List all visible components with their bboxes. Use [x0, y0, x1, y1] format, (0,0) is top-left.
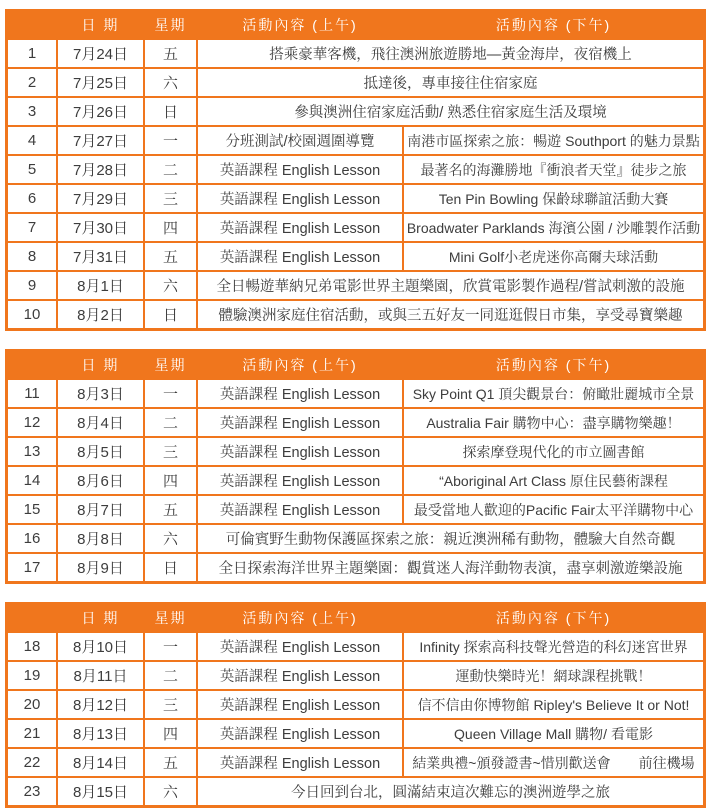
cell-pm: 探索摩登現代化的市立圖書館: [404, 438, 703, 465]
table-row: [8, 662, 703, 689]
table-row: [8, 127, 703, 154]
cell-date: 8月10日: [58, 633, 143, 660]
cell-pm: 最著名的海灘勝地『衝浪者天堂』徒步之旅: [404, 156, 703, 183]
cell-weekday: 三: [145, 185, 196, 212]
cell-am: 英語課程 English Lesson: [198, 438, 402, 465]
table-row: [8, 778, 703, 805]
header-num: [8, 352, 56, 378]
cell-num: 17: [8, 554, 56, 581]
cell-weekday: 六: [145, 778, 196, 805]
schedule-table-week2: [5, 349, 706, 584]
table-row: [8, 633, 703, 660]
table-row: [8, 40, 703, 67]
table-row: [8, 214, 703, 241]
cell-weekday: 三: [145, 438, 196, 465]
cell-pm: “Aboriginal Art Class 原住民藝術課程: [404, 467, 703, 494]
cell-full: 抵達後，專車接往住宿家庭: [198, 69, 703, 96]
cell-am: 英語課程 English Lesson: [198, 720, 402, 747]
cell-am: 英語課程 English Lesson: [198, 467, 402, 494]
cell-date: 7月29日: [58, 185, 143, 212]
cell-num: 4: [8, 127, 56, 154]
cell-date: 8月11日: [58, 662, 143, 689]
cell-pm: 信不信由你博物館 Ripley's Believe It or Not!: [404, 691, 703, 718]
cell-date: 8月9日: [58, 554, 143, 581]
cell-num: 12: [8, 409, 56, 436]
cell-weekday: 五: [145, 40, 196, 67]
header-activity-pm: 活動內容 (下午): [404, 605, 703, 631]
header-row: [8, 352, 703, 378]
cell-weekday: 一: [145, 633, 196, 660]
table-row: [8, 301, 703, 328]
table-row: [8, 156, 703, 183]
cell-weekday: 一: [145, 127, 196, 154]
cell-weekday: 二: [145, 409, 196, 436]
cell-num: 3: [8, 98, 56, 125]
cell-am: 英語課程 English Lesson: [198, 185, 402, 212]
cell-am: 英語課程 English Lesson: [198, 214, 402, 241]
cell-num: 23: [8, 778, 56, 805]
header-row: [8, 12, 703, 38]
table-row: [8, 98, 703, 125]
cell-date: 8月3日: [58, 380, 143, 407]
cell-am: 英語課程 English Lesson: [198, 156, 402, 183]
cell-weekday: 二: [145, 662, 196, 689]
cell-pm: 運動快樂時光！網球課程挑戰！: [404, 662, 703, 689]
schedule-table-week1: [5, 9, 706, 331]
cell-num: 7: [8, 214, 56, 241]
table-row: [8, 438, 703, 465]
cell-full: 今日回到台北，圓滿結束這次難忘的澳洲遊學之旅: [198, 778, 703, 805]
cell-num: 19: [8, 662, 56, 689]
cell-date: 7月31日: [58, 243, 143, 270]
cell-am: 英語課程 English Lesson: [198, 662, 402, 689]
cell-pm: 南港市區探索之旅：暢遊 Southport 的魅力景點: [404, 127, 703, 154]
cell-num: 22: [8, 749, 56, 776]
cell-pm: Ten Pin Bowling 保齡球聯誼活動大賽: [404, 185, 703, 212]
cell-am: 英語課程 English Lesson: [198, 380, 402, 407]
cell-date: 7月24日: [58, 40, 143, 67]
table-row: [8, 691, 703, 718]
cell-num: 10: [8, 301, 56, 328]
cell-pm: 結業典禮~頒發證書~惜別歡送會 前往機場: [404, 749, 703, 776]
cell-weekday: 五: [145, 749, 196, 776]
cell-am: 英語課程 English Lesson: [198, 749, 402, 776]
cell-weekday: 六: [145, 69, 196, 96]
header-weekday: 星期: [145, 12, 196, 38]
cell-num: 11: [8, 380, 56, 407]
cell-pm: Australia Fair 購物中心：盡享購物樂趣！: [404, 409, 703, 436]
cell-num: 6: [8, 185, 56, 212]
table-row: [8, 720, 703, 747]
header-date: 日 期: [58, 12, 143, 38]
table-header: [8, 352, 703, 378]
cell-date: 8月13日: [58, 720, 143, 747]
cell-num: 1: [8, 40, 56, 67]
cell-weekday: 四: [145, 467, 196, 494]
cell-full: 搭乘豪華客機，飛往澳洲旅遊勝地—黃金海岸，夜宿機上: [198, 40, 703, 67]
cell-weekday: 日: [145, 98, 196, 125]
header-activity-am: 活動內容 (上午): [198, 605, 402, 631]
cell-full: 參與澳洲住宿家庭活動/ 熟悉住宿家庭生活及環境: [198, 98, 703, 125]
cell-pm: Mini Golf小老虎迷你高爾夫球活動: [404, 243, 703, 270]
header-activity-pm: 活動內容 (下午): [404, 12, 703, 38]
cell-date: 8月8日: [58, 525, 143, 552]
table-header: [8, 605, 703, 631]
cell-weekday: 三: [145, 691, 196, 718]
cell-weekday: 四: [145, 214, 196, 241]
cell-weekday: 四: [145, 720, 196, 747]
cell-am: 英語課程 English Lesson: [198, 691, 402, 718]
cell-num: 18: [8, 633, 56, 660]
table-row: [8, 496, 703, 523]
cell-date: 7月30日: [58, 214, 143, 241]
cell-full: 體驗澳洲家庭住宿活動，或與三五好友一同逛逛假日市集，享受尋寶樂趣: [198, 301, 703, 328]
cell-pm: Queen Village Mall 購物/ 看電影: [404, 720, 703, 747]
schedule-table-week3: [5, 602, 706, 808]
cell-weekday: 五: [145, 243, 196, 270]
header-activity-am: 活動內容 (上午): [198, 12, 402, 38]
cell-date: 8月15日: [58, 778, 143, 805]
cell-date: 8月14日: [58, 749, 143, 776]
header-num: [8, 12, 56, 38]
header-activity-pm: 活動內容 (下午): [404, 352, 703, 378]
header-weekday: 星期: [145, 352, 196, 378]
cell-pm: Broadwater Parklands 海濱公園 / 沙雕製作活動: [404, 214, 703, 241]
cell-pm: Infinity 探索高科技聲光營造的科幻迷宮世界: [404, 633, 703, 660]
cell-full: 全日暢遊華納兄弟電影世界主題樂園，欣賞電影製作過程/嘗試刺激的設施: [198, 272, 703, 299]
cell-weekday: 六: [145, 272, 196, 299]
cell-am: 分班測試/校園週圍導覽: [198, 127, 402, 154]
header-activity-am: 活動內容 (上午): [198, 352, 402, 378]
table-row: [8, 272, 703, 299]
cell-date: 8月12日: [58, 691, 143, 718]
table-header: [8, 12, 703, 38]
header-date: 日 期: [58, 605, 143, 631]
cell-num: 2: [8, 69, 56, 96]
cell-num: 16: [8, 525, 56, 552]
header-row: [8, 605, 703, 631]
cell-pm: 最受當地人歡迎的Pacific Fair太平洋購物中心: [404, 496, 703, 523]
header-date: 日 期: [58, 352, 143, 378]
table-row: [8, 409, 703, 436]
cell-num: 9: [8, 272, 56, 299]
cell-num: 14: [8, 467, 56, 494]
cell-date: 7月27日: [58, 127, 143, 154]
header-num: [8, 605, 56, 631]
cell-am: 英語課程 English Lesson: [198, 409, 402, 436]
cell-pm: Sky Point Q1 頂尖觀景台：俯瞰壯麗城市全景: [404, 380, 703, 407]
cell-num: 8: [8, 243, 56, 270]
table-row: [8, 467, 703, 494]
cell-full: 全日探索海洋世界主題樂園：觀賞迷人海洋動物表演，盡享刺激遊樂設施: [198, 554, 703, 581]
table-row: [8, 554, 703, 581]
table-row: [8, 185, 703, 212]
cell-num: 20: [8, 691, 56, 718]
table-row: [8, 243, 703, 270]
cell-weekday: 一: [145, 380, 196, 407]
cell-am: 英語課程 English Lesson: [198, 496, 402, 523]
cell-date: 8月6日: [58, 467, 143, 494]
table-row: [8, 380, 703, 407]
cell-weekday: 二: [145, 156, 196, 183]
header-weekday: 星期: [145, 605, 196, 631]
cell-date: 7月28日: [58, 156, 143, 183]
cell-date: 8月4日: [58, 409, 143, 436]
cell-weekday: 日: [145, 554, 196, 581]
cell-date: 8月2日: [58, 301, 143, 328]
cell-date: 8月5日: [58, 438, 143, 465]
cell-weekday: 五: [145, 496, 196, 523]
cell-num: 21: [8, 720, 56, 747]
cell-weekday: 日: [145, 301, 196, 328]
cell-weekday: 六: [145, 525, 196, 552]
cell-num: 13: [8, 438, 56, 465]
table-row: [8, 749, 703, 776]
table-row: [8, 69, 703, 96]
cell-num: 5: [8, 156, 56, 183]
cell-am: 英語課程 English Lesson: [198, 633, 402, 660]
cell-date: 7月26日: [58, 98, 143, 125]
table-row: [8, 525, 703, 552]
cell-num: 15: [8, 496, 56, 523]
cell-am: 英語課程 English Lesson: [198, 243, 402, 270]
cell-full: 可倫賓野生動物保護區探索之旅：親近澳洲稀有動物，體驗大自然奇觀: [198, 525, 703, 552]
cell-date: 8月7日: [58, 496, 143, 523]
cell-date: 8月1日: [58, 272, 143, 299]
cell-date: 7月25日: [58, 69, 143, 96]
